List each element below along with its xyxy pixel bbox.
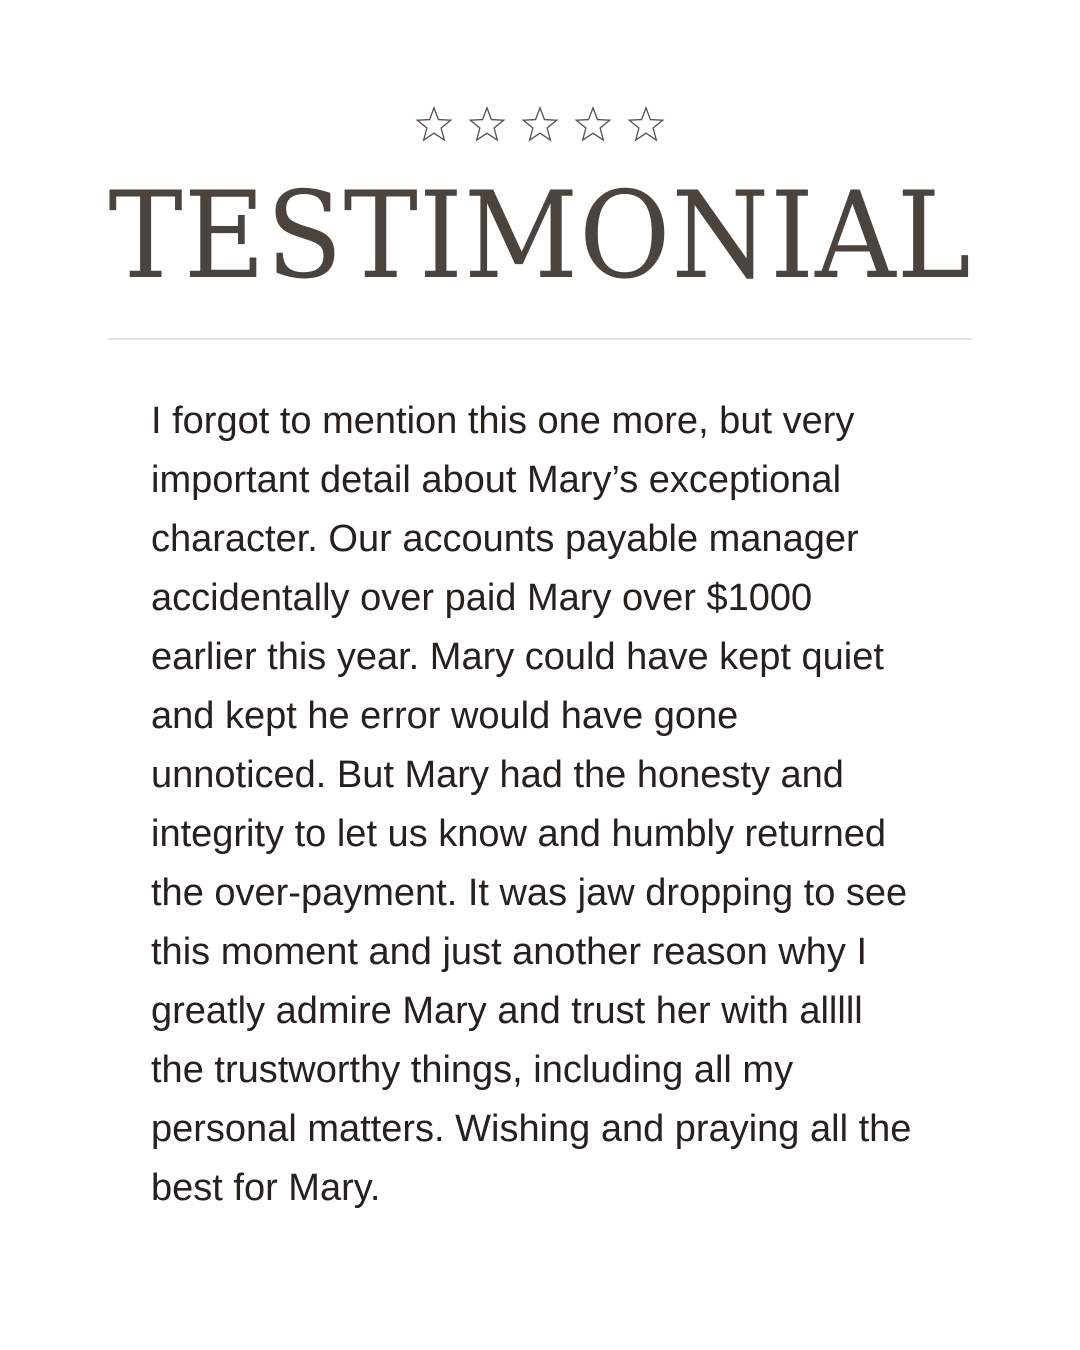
testimonial-heading: TESTIMONIAL: [108, 167, 972, 306]
star-outline-icon: [521, 106, 559, 144]
star-outline-icon: [574, 106, 612, 144]
star-outline-icon: [468, 106, 506, 144]
divider: [108, 338, 972, 340]
star-rating: [0, 106, 1080, 144]
star-outline-icon: [415, 106, 453, 144]
star-outline-icon: [627, 106, 665, 144]
testimonial-text: I forgot to mention this one more, but very important detail about Mary’s exceptional character. Our accounts payable manager accidentally over paid Mary over $1000 earlier this year. Mary could have kept quiet and kept he error would have gone unnoticed. But Mary had the honesty and integrity to let us know and humbly returned the over-payment. It was jaw dropping to see this moment and just another reason why I greatly admire Mary and trust her with alllll the trustworthy things, including all my personal matters. Wishing and praying all the best for Mary.: [151, 400, 912, 1209]
